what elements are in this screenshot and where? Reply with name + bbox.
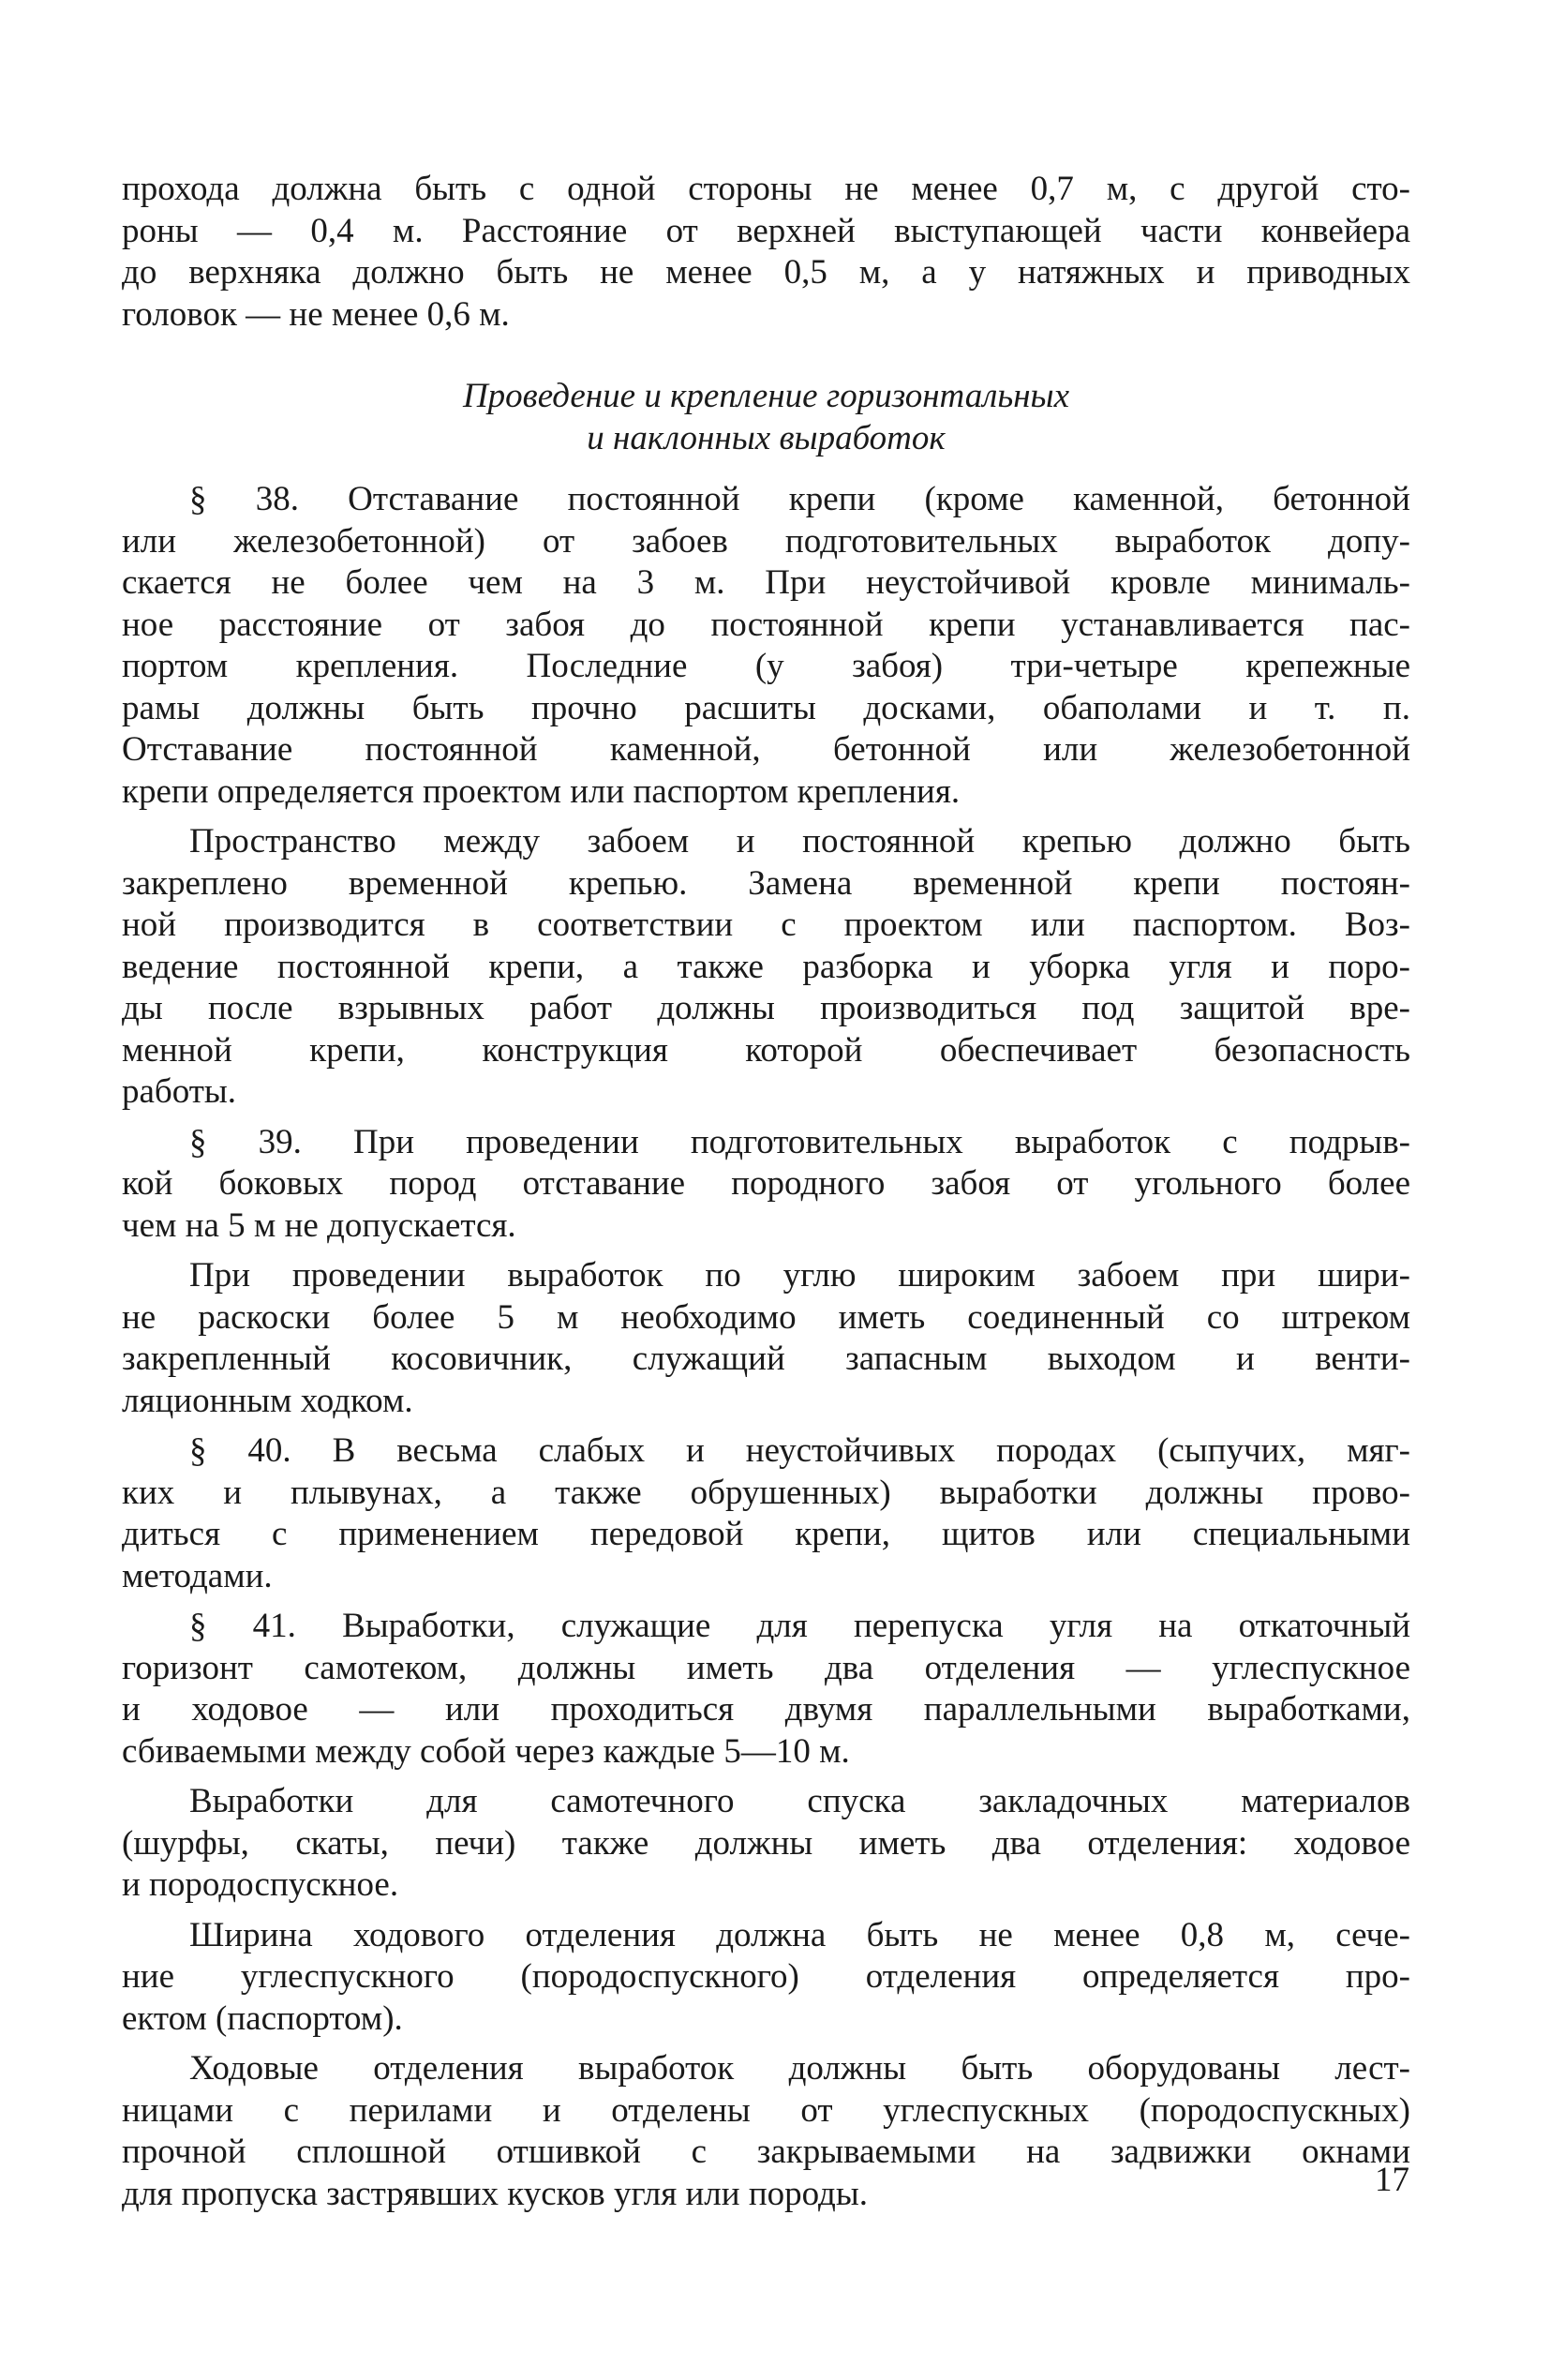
text-line: скается не более чем на 3 м. При неустойчивой кровле минималь-: [122, 563, 1410, 602]
text-line: § 39. При проведении подготовительных выработок с подрыв-: [189, 1122, 1410, 1161]
paragraph: [122, 2048, 1410, 2215]
paragraph: [122, 169, 1410, 336]
page-body: [122, 169, 1410, 2223]
paragraph: [122, 1606, 1410, 1773]
text-line: роны — 0,4 м. Расстояние от верхней выступающей части конвейера: [122, 211, 1410, 250]
paragraph: [122, 821, 1410, 1114]
text-line: Пространство между забоем и постоянной крепью должно быть: [189, 822, 1410, 861]
text-line: менной крепи, конструкция которой обеспечивает безопасность: [122, 1030, 1410, 1070]
text-line: Выработки для самотечного спуска закладочных материалов: [189, 1782, 1410, 1820]
text-line: и ходовое — или проходиться двумя параллельными выработками,: [122, 1690, 1410, 1729]
text-line: § 40. В весьма слабых и неустойчивых породах (сыпучих, мяг-: [189, 1431, 1410, 1470]
text-line: до верхняка должно быть не менее 0,5 м, а у натяжных и приводных: [122, 253, 1410, 292]
text-line: § 41. Выработки, служащие для перепуска угля на откаточный: [189, 1607, 1410, 1645]
text-line: ной производится в соответствии с проектом или паспортом. Воз-: [122, 906, 1410, 944]
text-line: ние углеспускного (породоспускного) отделения определяется про-: [122, 1957, 1410, 1996]
text-line: чем на 5 м не допускается.: [122, 1205, 516, 1245]
text-line: не раскоски более 5 м необходимо иметь соединенный со штреком: [122, 1297, 1410, 1337]
text-line: Ходовые отделения выработок должны быть оборудованы лест-: [189, 2049, 1410, 2088]
paragraph: [122, 1122, 1410, 1248]
paragraph: [122, 1255, 1410, 1422]
text-line: ды после взрывных работ должны производиться под защитой вре-: [122, 989, 1410, 1027]
section-heading: [122, 376, 1410, 459]
text-line: для пропуска застрявших кусков угля или породы.: [122, 2174, 868, 2213]
text-line: крепи определяется проектом или паспортом крепления.: [122, 771, 961, 811]
text-line: (шурфы, скаты, печи) также должны иметь два отделения: ходовое: [122, 1823, 1410, 1863]
paragraph: [122, 1781, 1410, 1907]
page-number: 17: [1375, 2161, 1409, 2199]
text-line: и породоспускное.: [122, 1865, 399, 1904]
text-line: При проведении выработок по углю широким забоем при шири-: [189, 1256, 1410, 1295]
paragraph: [122, 1915, 1410, 2041]
text-line: горизонт самотеком, должны иметь два отделения — углеспускное: [122, 1648, 1410, 1687]
paragraph: [122, 1430, 1410, 1597]
text-line: кой боковых пород отставание породного забоя от угольного более: [122, 1164, 1410, 1203]
text-line: Отставание постоянной каменной, бетонной или железобетонной: [122, 730, 1410, 769]
text-line: прочной сплошной отшивкой с закрываемыми на задвижки окнами: [122, 2133, 1410, 2171]
text-line: головок — не менее 0,6 м.: [122, 294, 510, 334]
text-line: диться с применением передовой крепи, щитов или специальными: [122, 1515, 1410, 1553]
text-line: Ширина ходового отделения должна быть не менее 0,8 м, сече-: [189, 1915, 1410, 1954]
paragraph: [122, 479, 1410, 813]
text-line: портом крепления. Последние (у забоя) три-четыре крепежные: [122, 647, 1410, 685]
text-line: или железобетонной) от забоев подготовительных выработок допу-: [122, 521, 1410, 561]
text-line: сбиваемыми между собой через каждые 5—10 м.: [122, 1731, 850, 1771]
text-line: ное расстояние от забоя до постоянной крепи устанавливается пас-: [122, 605, 1410, 644]
text-line: ницами с перилами и отделены от углеспускных (породоспускных): [122, 2090, 1410, 2130]
text-line: методами.: [122, 1556, 273, 1595]
text-line: Проведение и крепление горизонтальных: [462, 377, 1070, 415]
text-line: закрепленный косовичник, служащий запасным выходом и венти-: [122, 1340, 1410, 1378]
text-line: и наклонных выработок: [587, 418, 946, 457]
text-line: рамы должны быть прочно расшиты досками, обаполами и т. п.: [122, 688, 1410, 727]
text-line: прохода должна быть с одной стороны не менее 0,7 м, с другой сто-: [122, 170, 1410, 208]
text-line: § 38. Отставание постоянной крепи (кроме каменной, бетонной: [189, 480, 1410, 518]
text-line: закреплено временной крепью. Замена временной крепи постоян-: [122, 863, 1410, 903]
text-line: ких и плывунах, а также обрушенных) выработки должны прово-: [122, 1473, 1410, 1512]
text-line: ведение постоянной крепи, а также разборка и уборка угля и поро-: [122, 947, 1410, 986]
text-line: ектом (паспортом).: [122, 1998, 403, 2038]
text-line: работы.: [122, 1072, 237, 1111]
text-line: ляционным ходком.: [122, 1381, 413, 1420]
